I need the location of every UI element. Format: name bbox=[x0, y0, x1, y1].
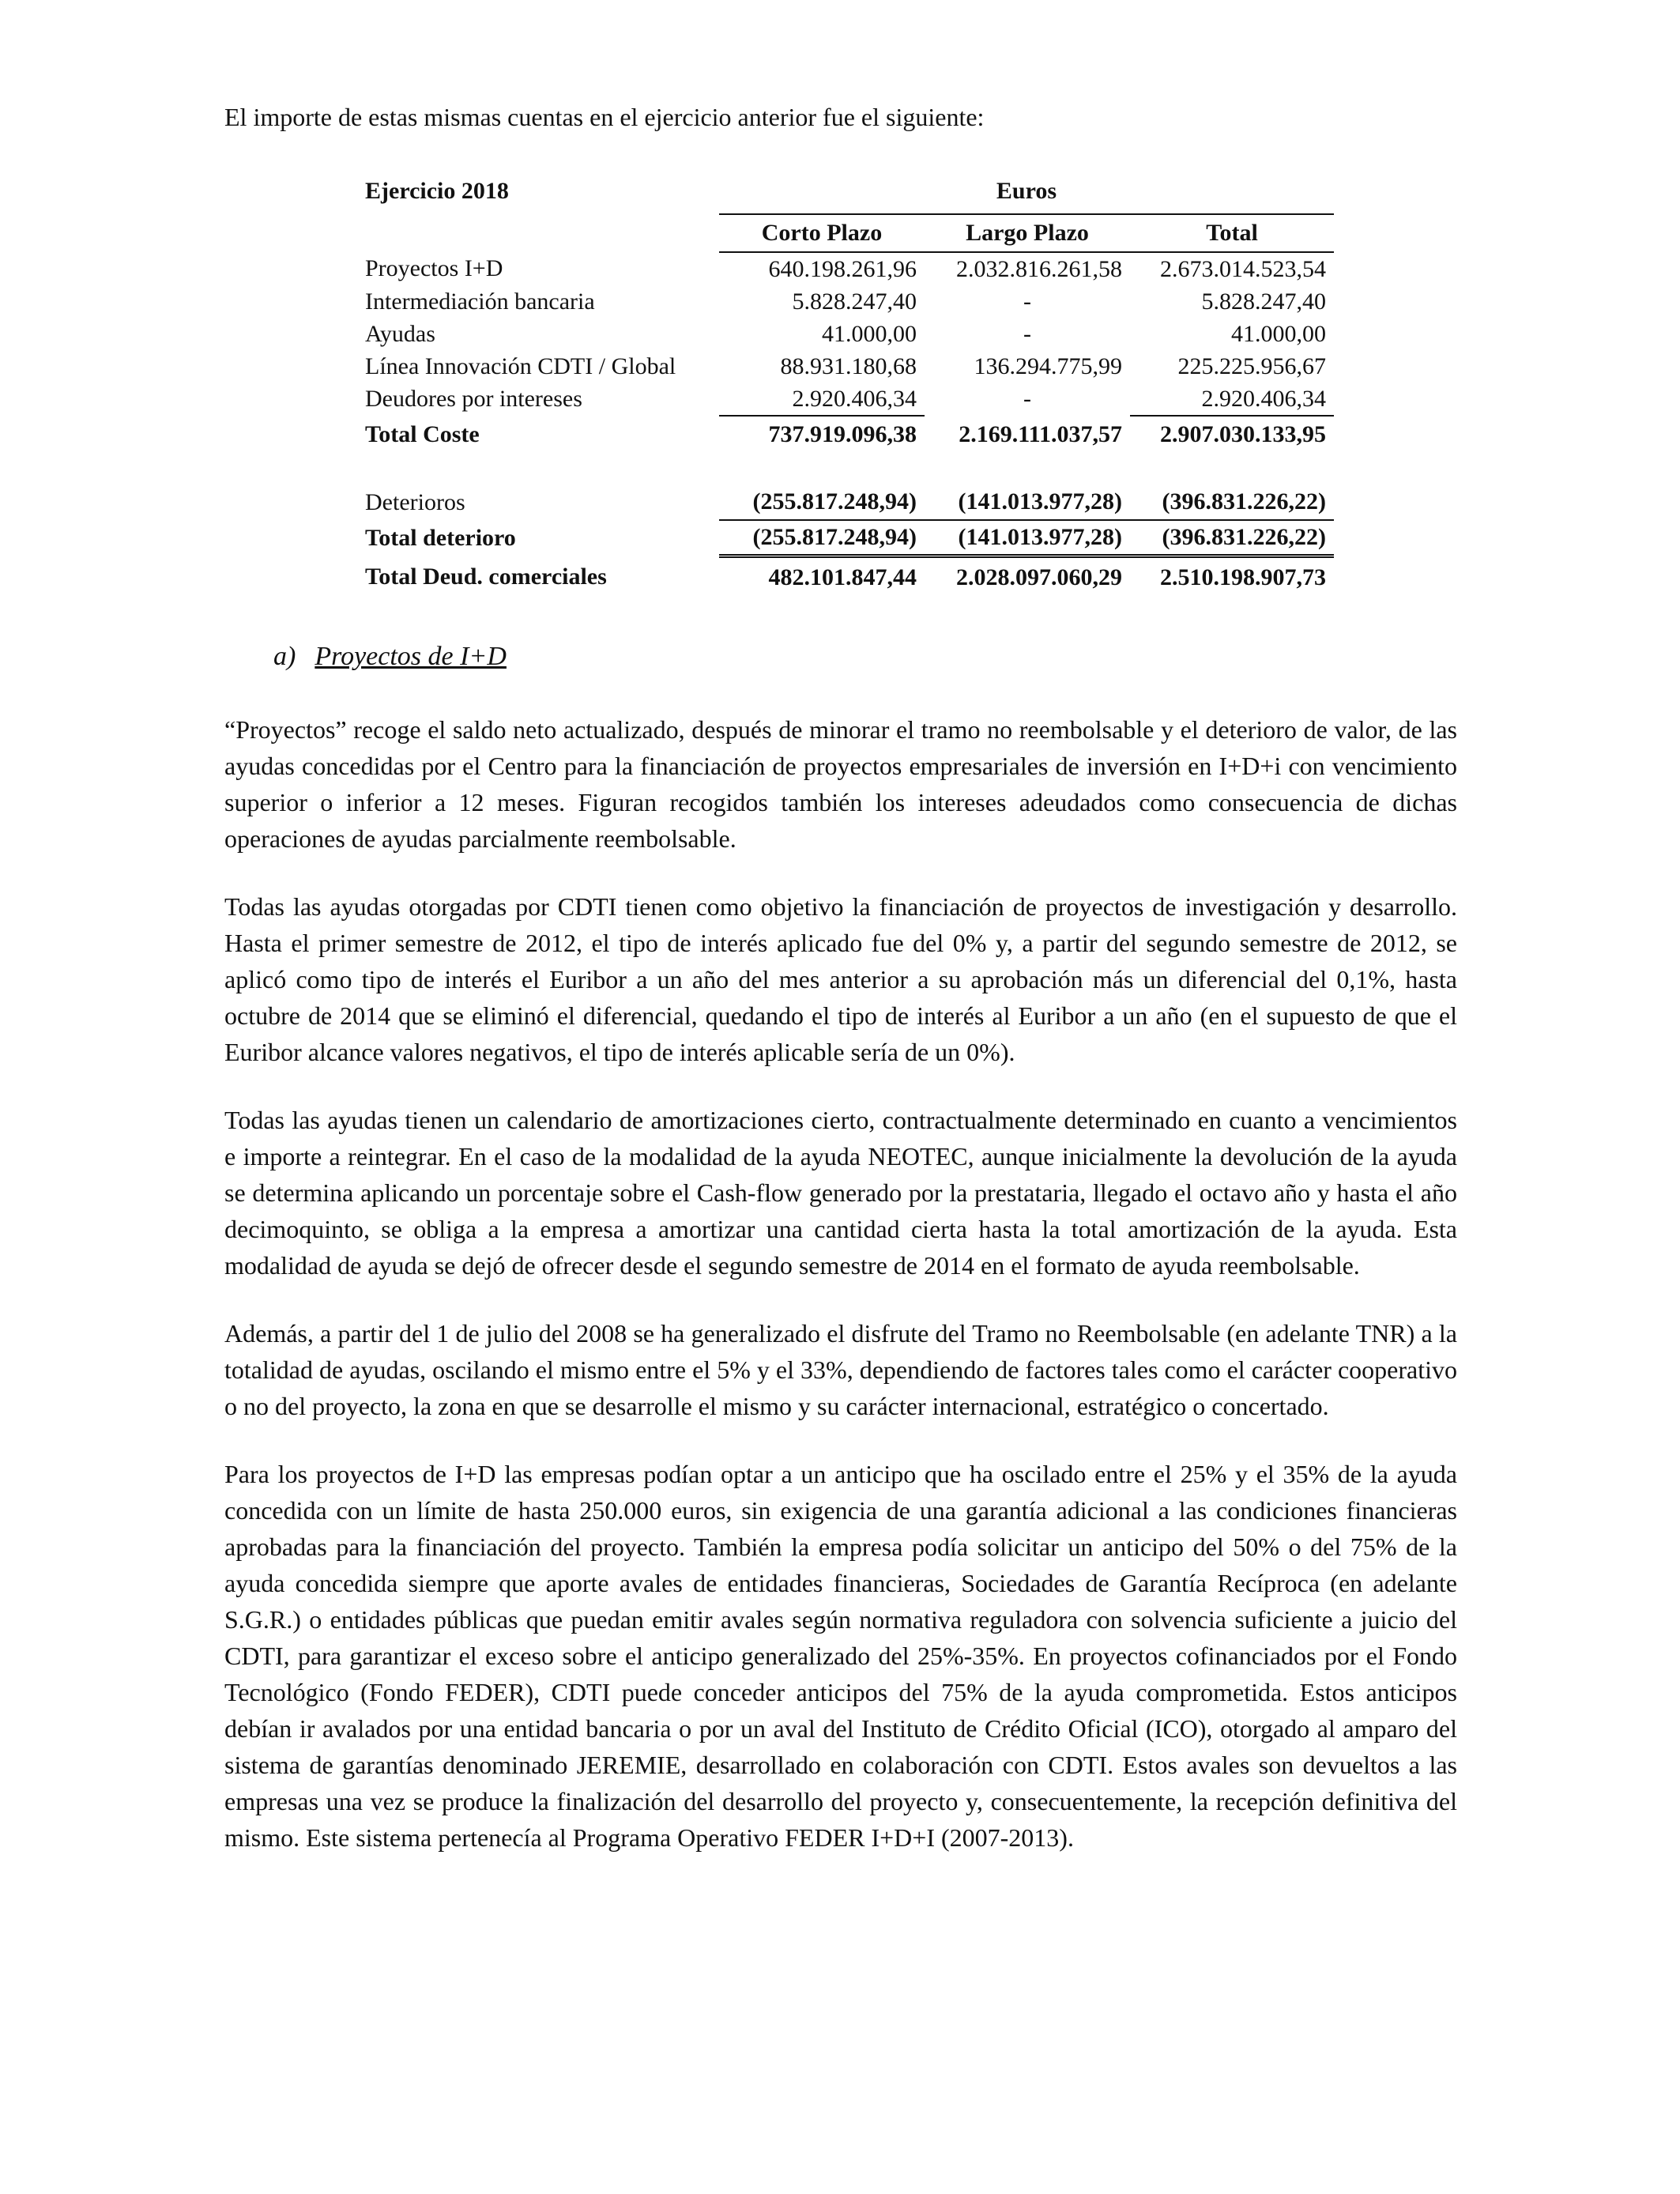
paragraph: Para los proyectos de I+D las empresas podían optar a un anticipo que ha oscilado entre el 25% y el 35% de la ayuda concedida con un límite de hasta 250.000 euros, sin exigencia de una garantía adicional a las condiciones financieras aprobadas para la financiación del proyecto. También la empresa podía solicitar un anticipo del 50% o del 75% de la ayuda concedida siempre que aporte avales de entidades financieras, Sociedades de Garantía Recíproca (en adelante S.G.R.) o entidades públicas que puedan emitir avales según normativa reguladora con solvencia suficiente a juicio del CDTI, para garantizar el exceso sobre el anticipo generalizado del 25%-35%. En proyectos cofinanciados por el Fondo Tecnológico (Fondo FEDER), CDTI puede conceder anticipos del 75% de la ayuda comprometida. Estos anticipos debían ir avalados por una entidad bancaria o por un aval del Instituto de Crédito Oficial (ICO), otorgado al amparo del sistema de garantías denominado JEREMIE, desarrollado en colaboración con CDTI. Estos avales son devueltos a las empresas una vez se produce la finalización del desarrollo del proyecto y, consecuentemente, la recepción definitiva del mismo. Este sistema pertenecía al Programa Operativo FEDER I+D+I (2007-2013). bbox=[224, 1460, 1457, 1852]
row-label: Línea Innovación CDTI / Global bbox=[365, 352, 676, 379]
cell-total: 41.000,00 bbox=[1231, 320, 1326, 347]
cell-largo: (141.013.977,28) bbox=[925, 484, 1130, 520]
table-row bbox=[363, 252, 1334, 285]
row-label: Total Deud. comerciales bbox=[365, 563, 607, 590]
row-label: Intermediación bancaria bbox=[365, 288, 595, 315]
cell-corto: (255.817.248,94) bbox=[719, 484, 925, 520]
section-marker: a) bbox=[273, 642, 296, 671]
cell-total: (396.831.226,22) bbox=[1130, 520, 1334, 556]
cell-total: 225.225.956,67 bbox=[1177, 352, 1326, 379]
cell-largo: 2.032.816.261,58 bbox=[956, 255, 1122, 282]
cell-corto: 41.000,00 bbox=[822, 320, 917, 347]
row-label: Deterioros bbox=[365, 488, 465, 515]
table-title: Ejercicio 2018 bbox=[365, 178, 509, 204]
paragraph: Además, a partir del 1 de julio del 2008 se ha generalizado el disfrute del Tramo no Reembolsable (en adelante TNR) a la totalidad de ayudas, oscilando el mismo entre el 5% y el 33%, dependiendo de factores tales como el carácter cooperativo o no del proyecto, la zona en que se desarrolle el mismo y su carácter internacional, estratégico o concertado. bbox=[224, 1319, 1457, 1420]
section-heading bbox=[273, 642, 507, 672]
cell-largo: - bbox=[1023, 288, 1031, 315]
row-label: Deudores por intereses bbox=[365, 386, 582, 412]
paragraph: “Proyectos” recoge el saldo neto actualizado, después de minorar el tramo no reembolsable y el deterioro de valor, de las ayudas concedidas por el Centro para la financiación de proyectos empresariales de inversión en I+D+i con vencimiento superior o inferior a 12 meses. Figuran recogidos también los intereses adeudados como consecuencia de dichas operaciones de ayudas parcialmente reembolsable. bbox=[224, 715, 1457, 853]
column-header: Total bbox=[1130, 214, 1334, 252]
cell-corto: 2.920.406,34 bbox=[719, 383, 925, 416]
cell-largo: 136.294.775,99 bbox=[974, 352, 1122, 379]
cell-corto: 482.101.847,44 bbox=[768, 564, 917, 590]
row-label: Proyectos I+D bbox=[365, 255, 503, 281]
body-text bbox=[224, 711, 1457, 1887]
paragraph: Todas las ayudas tienen un calendario de amortizaciones cierto, contractualmente determinado en cuanto a vencimientos e importe a reintegrar. En el caso de la modalidad de la ayuda NEOTEC, aunque inicialmente la devolución de la ayuda se determina aplicando un porcentaje sobre el Cash-flow generado por la prestataria, llegado el octavo año y hasta el año decimoquinto, se obliga a la empresa a amortizar una cantidad cierta hasta la total amortización de la ayuda. Esta modalidad de ayuda se dejó de ofrecer desde el segundo semestre de 2014 en el formato de ayuda reembolsable. bbox=[224, 1106, 1457, 1280]
total-deud-comerciales-row bbox=[363, 556, 1334, 598]
cell-total: 2.920.406,34 bbox=[1130, 383, 1334, 416]
intro-text: El importe de estas mismas cuentas en el ejercicio anterior fue el siguiente: bbox=[224, 103, 985, 131]
total-deterioro-row bbox=[363, 520, 1334, 556]
cell-largo: (141.013.977,28) bbox=[925, 520, 1130, 556]
column-group-header: Euros bbox=[719, 177, 1334, 214]
row-label: Total deterioro bbox=[365, 524, 516, 551]
cell-total: 2.673.014.523,54 bbox=[1160, 255, 1326, 282]
row-label: Total Coste bbox=[365, 420, 480, 447]
cell-total: (396.831.226,22) bbox=[1130, 484, 1334, 520]
cell-corto: 640.198.261,96 bbox=[768, 255, 917, 282]
cell-total: 2.510.198.907,73 bbox=[1160, 564, 1326, 590]
paragraph: Todas las ayudas otorgadas por CDTI tienen como objetivo la financiación de proyectos de investigación y desarrollo. Hasta el primer semestre de 2012, el tipo de interés aplicado fue del 0% y, a partir del segundo semestre de 2012, se aplicó como tipo de interés el Euribor a un año del mes anterior a su aprobación más un diferencial del 0,1%, hasta octubre de 2014 que se eliminó el diferencial, quedando el tipo de interés al Euribor a un año (en el supuesto de que el Euribor alcance valores negativos, el tipo de interés aplicable sería de un 0%). bbox=[224, 892, 1457, 1066]
cell-corto: 737.919.096,38 bbox=[768, 421, 917, 447]
cell-corto: (255.817.248,94) bbox=[719, 520, 925, 556]
row-label: Ayudas bbox=[365, 320, 435, 347]
cell-largo: - bbox=[1023, 320, 1031, 347]
cell-total: 2.907.030.133,95 bbox=[1160, 421, 1326, 447]
table-row bbox=[363, 318, 1334, 350]
table-row bbox=[363, 383, 1334, 416]
table-row bbox=[363, 350, 1334, 383]
cell-corto: 88.931.180,68 bbox=[780, 352, 917, 379]
section-title: Proyectos de I+D bbox=[315, 642, 507, 671]
total-coste-row bbox=[363, 416, 1334, 453]
cell-largo: - bbox=[1023, 386, 1031, 412]
column-header: Corto Plazo bbox=[719, 214, 925, 252]
cell-total: 5.828.247,40 bbox=[1201, 288, 1326, 315]
table-row bbox=[363, 285, 1334, 318]
deterioros-row bbox=[363, 484, 1334, 520]
cell-largo: 2.169.111.037,57 bbox=[959, 420, 1122, 447]
financial-table bbox=[363, 177, 1334, 598]
cell-largo: 2.028.097.060,29 bbox=[956, 564, 1122, 590]
cell-corto: 5.828.247,40 bbox=[792, 288, 917, 315]
column-header: Largo Plazo bbox=[925, 214, 1130, 252]
